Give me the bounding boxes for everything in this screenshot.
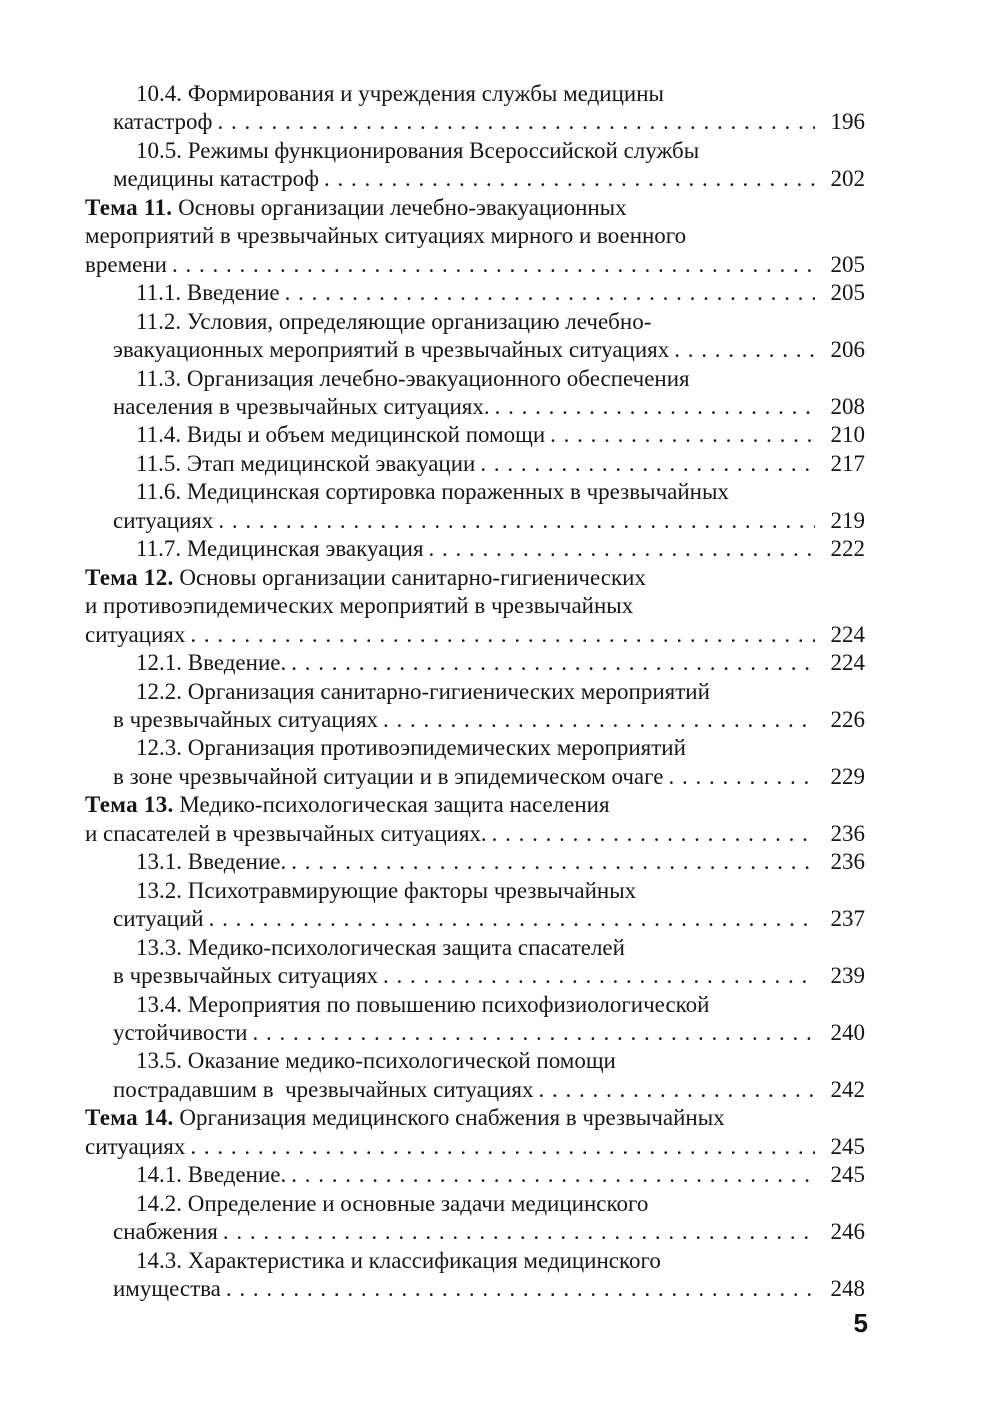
dot-leader <box>383 706 815 734</box>
dot-leader <box>291 649 815 677</box>
toc-entry-text: 10.5. Режимы функционирования Всероссийской службы <box>136 137 700 163</box>
toc-entry-text: 12.3. Организация противоэпидемических мероприятий <box>136 735 686 761</box>
toc-entry-text: 11.7. Медицинская эвакуация <box>136 536 424 562</box>
toc-entry-text: 13.4. Мероприятия по повышению психофизиологической <box>136 991 710 1017</box>
dot-leader <box>668 763 815 791</box>
toc-entry-text: снабжения <box>113 1219 218 1245</box>
toc-line <box>85 478 865 506</box>
toc-line <box>85 621 865 649</box>
toc-entry-number: Тема 11. <box>85 194 173 220</box>
toc-entry-text: и противоэпидемических мероприятий в чрезвычайных <box>85 593 634 619</box>
dot-leader <box>539 1076 815 1104</box>
dot-leader <box>218 507 815 535</box>
toc-line <box>85 108 865 136</box>
toc-line <box>85 564 865 592</box>
toc-entry-text: эвакуационных мероприятий в чрезвычайных ситуациях <box>113 337 670 363</box>
toc-line <box>85 706 865 734</box>
toc-entry-text: 12.1. Введение. <box>136 650 287 676</box>
toc-entry-text: в зоне чрезвычайной ситуации и в эпидемическом очаге <box>113 763 664 789</box>
toc-line <box>85 1190 865 1218</box>
toc-line <box>85 393 865 421</box>
dot-leader <box>190 1133 815 1161</box>
toc-entry-text: 14.1. Введение. <box>136 1162 287 1188</box>
toc-entry-text: 11.2. Условия, определяющие организацию лечебно- <box>136 308 652 334</box>
toc-line <box>85 365 865 393</box>
toc-entry-page: 208 <box>830 393 865 419</box>
toc-entry-page: 239 <box>830 963 865 989</box>
dot-leader <box>209 905 815 933</box>
toc-line <box>85 1047 865 1075</box>
toc-entry-page: 246 <box>830 1219 865 1245</box>
dot-leader <box>383 962 815 990</box>
toc-entry-text: 10.4. Формирования и учреждения службы медицины <box>136 81 664 106</box>
dot-leader <box>429 535 815 563</box>
toc-line <box>85 222 865 250</box>
toc-line <box>85 165 865 193</box>
toc-entry-page: 196 <box>830 109 865 135</box>
toc-line <box>85 734 865 762</box>
toc-line <box>85 877 865 905</box>
toc-line <box>85 848 865 876</box>
toc-line <box>85 763 865 791</box>
toc-entry-text: устойчивости <box>113 1019 248 1045</box>
toc-entry-page: 222 <box>830 536 865 562</box>
toc-entry-page: 206 <box>830 337 865 363</box>
toc-entry-page: 229 <box>830 763 865 789</box>
toc-entry-text: 11.4. Виды и объем медицинской помощи <box>136 422 546 448</box>
dot-leader <box>172 251 815 279</box>
toc-entry-text: 14.2. Определение и основные задачи медицинского <box>136 1190 649 1216</box>
toc-entry-page: 219 <box>830 507 865 533</box>
toc-entry-text: катастроф <box>113 109 213 135</box>
toc-entry-page: 224 <box>830 650 865 676</box>
toc-entry-text: ситуациях <box>85 1133 186 1159</box>
dot-leader <box>480 450 815 478</box>
toc-entry-text: ситуациях <box>85 621 186 647</box>
toc-entry-text: Основы организации лечебно-эвакуационных <box>172 194 627 220</box>
toc-line <box>85 649 865 677</box>
toc-entry-page: 205 <box>830 251 865 277</box>
toc-entry-page: 245 <box>830 1133 865 1159</box>
toc-line <box>85 962 865 990</box>
toc-entry-text: 13.1. Введение. <box>136 849 287 875</box>
dot-leader <box>674 336 815 364</box>
toc-line <box>85 1133 865 1161</box>
dot-leader <box>495 393 815 421</box>
dot-leader <box>190 621 815 649</box>
toc-line <box>85 507 865 535</box>
toc-line <box>85 421 865 449</box>
toc-entry-text: населения в чрезвычайных ситуациях. <box>113 393 490 419</box>
toc-entry-text: в чрезвычайных ситуациях <box>113 706 379 732</box>
dot-leader <box>217 108 815 136</box>
toc-entry-page: 237 <box>830 906 865 932</box>
toc-entry-page: 236 <box>830 820 865 846</box>
dot-leader <box>291 1161 815 1189</box>
toc-entry-page: 210 <box>830 422 865 448</box>
page-number: 5 <box>853 1308 868 1338</box>
toc-line <box>85 535 865 563</box>
toc-line <box>85 308 865 336</box>
toc-entry-text: 11.1. Введение <box>136 280 280 306</box>
toc-entry-text: ситуациях <box>113 507 214 533</box>
toc-line <box>85 251 865 279</box>
toc-line <box>85 279 865 307</box>
toc-line <box>85 1019 865 1047</box>
toc-line <box>85 592 865 620</box>
toc-entry-page: 202 <box>830 166 865 192</box>
toc-line <box>85 820 865 848</box>
dot-leader <box>291 848 815 876</box>
dot-leader <box>492 820 815 848</box>
toc-line <box>85 934 865 962</box>
toc-line <box>85 678 865 706</box>
dot-leader <box>285 279 815 307</box>
dot-leader <box>253 1019 816 1047</box>
toc-entry-number: Тема 12. <box>85 564 174 590</box>
toc-entry-text: пострадавшим в чрезвычайных ситуациях <box>113 1076 534 1102</box>
toc-entry-text: и спасателей в чрезвычайных ситуациях. <box>85 820 487 846</box>
toc-entry-text: имущества <box>113 1276 221 1302</box>
toc-entry-text: времени <box>85 251 167 277</box>
toc-entry-text: 11.5. Этап медицинской эвакуации <box>136 450 476 476</box>
toc-entry-text: Основы организации санитарно-гигиенических <box>173 564 646 590</box>
dot-leader <box>223 1218 815 1246</box>
toc-entry-page: 240 <box>830 1019 865 1045</box>
toc-list <box>85 80 865 1303</box>
toc-entry-number: Тема 13. <box>85 792 174 818</box>
toc-entry-text: Организация медицинского снабжения в чрезвычайных <box>173 1105 725 1131</box>
toc-line <box>85 1161 865 1189</box>
toc-entry-text: мероприятий в чрезвычайных ситуациях мирного и военного <box>85 223 687 249</box>
toc-entry-page: 226 <box>830 706 865 732</box>
toc-entry-page: 248 <box>830 1276 865 1302</box>
toc-line <box>85 991 865 1019</box>
toc-line <box>85 336 865 364</box>
toc-line <box>85 1076 865 1104</box>
toc-entry-text: 13.5. Оказание медико-психологической помощи <box>136 1048 616 1074</box>
dot-leader <box>226 1275 815 1303</box>
toc-entry-page: 224 <box>830 621 865 647</box>
toc-entry-text: Медико-психологическая защита населения <box>173 792 610 818</box>
toc-line <box>85 905 865 933</box>
dot-leader <box>550 421 815 449</box>
toc-line <box>85 1247 865 1275</box>
toc-line <box>85 80 865 108</box>
toc-entry-text: 12.2. Организация санитарно-гигиенических мероприятий <box>136 678 710 704</box>
dot-leader <box>324 165 815 193</box>
toc-line <box>85 137 865 165</box>
toc-line <box>85 450 865 478</box>
toc-entry-text: 13.3. Медико-психологическая защита спасателей <box>136 934 625 960</box>
toc-entry-page: 205 <box>830 280 865 306</box>
toc-line <box>85 1104 865 1132</box>
toc-line <box>85 194 865 222</box>
toc-entry-text: 13.2. Психотравмирующие факторы чрезвычайных <box>136 877 637 903</box>
toc-entry-text: в чрезвычайных ситуациях <box>113 963 379 989</box>
toc-entry-page: 242 <box>830 1076 865 1102</box>
toc-line <box>85 791 865 819</box>
toc-entry-page: 245 <box>830 1162 865 1188</box>
toc-entry-text: ситуаций <box>113 906 204 932</box>
toc-entry-page: 236 <box>830 849 865 875</box>
toc-entry-text: медицины катастроф <box>113 166 320 192</box>
toc-entry-number: Тема 14. <box>85 1105 174 1131</box>
toc-entry-page: 217 <box>830 450 865 476</box>
toc-line <box>85 1275 865 1303</box>
toc-entry-text: 14.3. Характеристика и классификация медицинского <box>136 1247 661 1273</box>
toc-entry-text: 11.3. Организация лечебно-эвакуационного обеспечения <box>136 365 690 391</box>
toc-line <box>85 1218 865 1246</box>
toc-entry-text: 11.6. Медицинская сортировка пораженных в чрезвычайных <box>136 479 729 505</box>
